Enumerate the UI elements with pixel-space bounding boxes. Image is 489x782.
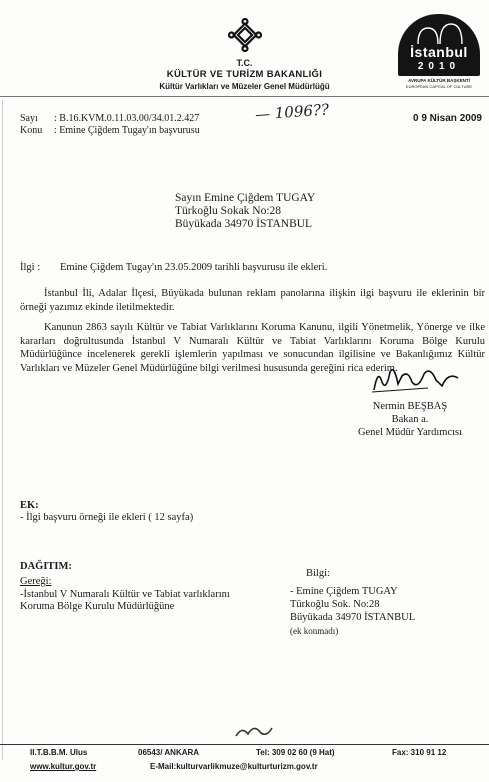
margin-line bbox=[2, 100, 3, 760]
bilgi-line-3: Büyükada 34970 İSTANBUL bbox=[290, 612, 416, 623]
footer-city: 06543/ ANKARA bbox=[138, 748, 200, 757]
ilgi-text: Emine Çiğdem Tugay'ın 23.05.2009 tarihli başvurusu ile ekleri. bbox=[60, 262, 328, 273]
document-date: 0 9 Nisan 2009 bbox=[413, 113, 482, 124]
signature-scribble-icon bbox=[368, 362, 464, 396]
header-divider bbox=[0, 96, 489, 97]
recipient-street: Türkoğlu Sokak No:28 bbox=[175, 205, 282, 217]
body-paragraph-1-text: İstanbul İli, Adalar İlçesi, Büyükada bulunan reklam panolarına ilişkin ilgi başvuru ile eklerinin bir örneği yazımız ekinde iletilmektedir. bbox=[20, 288, 485, 313]
recipient-name: Sayın Emine Çiğdem TUGAY bbox=[175, 192, 316, 204]
ek-label: EK: bbox=[20, 500, 39, 511]
footer-web-link[interactable]: www.kultur.gov.tr bbox=[30, 762, 97, 771]
footer-fax: Fax: 310 91 12 bbox=[392, 748, 447, 757]
body-paragraph-2-text: Kanunun 2863 sayılı Kültür ve Tabiat Varlıklarını Koruma Kanunu, ilgili Yönetmelik, Yönerge ve ilke kararları doğrultusunda İstanbul V Numaralı Kültür ve Tabiat Varlıklarını Koruma Bölge Kurulu Müdürlüğünce incelenerek gerekli işlemlerin yapılması ve sonucundan ilgilisine ve Bakanlığımız Kültür Varlıkları ve Müzeler Genel Müdürlüğüne bilgi verilmesi hususunda gereğini rica ederim. bbox=[20, 322, 485, 374]
logo-word: İstanbul bbox=[410, 44, 468, 60]
bilgi-line-1: - Emine Çiğdem TUGAY bbox=[290, 586, 398, 597]
sayi-label: Sayı bbox=[20, 113, 38, 124]
footer-tel: Tel: 309 02 60 (9 Hat) bbox=[256, 748, 335, 757]
logo-sub2: EUROPEAN CAPITAL OF CULTURE bbox=[405, 84, 473, 89]
header-directorate: Kültür Varlıkları ve Müzeler Genel Müdürlüğü bbox=[159, 82, 330, 91]
ink-mark-icon bbox=[234, 722, 274, 740]
bilgi-line-4: (ek konmadı) bbox=[290, 626, 339, 636]
signatory-title-2: Genel Müdür Yardımcısı bbox=[357, 427, 463, 438]
dagitim-label: DAĞITIM: bbox=[20, 561, 72, 572]
ministry-emblem-icon bbox=[228, 18, 262, 52]
bilgi-line-2: Türkoğlu Sok. No:28 bbox=[290, 599, 380, 610]
sayi-value: : B.16.KVM.0.11.03.00/34.01.2.427 bbox=[54, 113, 200, 124]
logo-domes-icon bbox=[414, 20, 464, 44]
signatory-name: Nermin BEŞBAŞ bbox=[372, 401, 448, 412]
header-tc: T.C. bbox=[236, 58, 253, 68]
ilgi-label: İlgi : bbox=[20, 262, 41, 273]
footer-address: II.T.B.B.M. Ulus bbox=[30, 748, 88, 757]
footer-divider bbox=[0, 744, 489, 745]
signatory-title-1: Bakan a. bbox=[391, 414, 429, 425]
istanbul-2010-logo bbox=[398, 14, 480, 90]
geregi-line-2: Koruma Bölge Kurulu Müdürlüğüne bbox=[20, 601, 175, 612]
logo-sub1: AVRUPA KÜLTÜR BAŞKENTİ bbox=[408, 78, 470, 83]
logo-year: 2010 bbox=[417, 61, 461, 72]
ek-item: - İlgi başvuru örneği ile ekleri ( 12 sayfa) bbox=[20, 512, 194, 523]
handwritten-number: — 1096?? bbox=[254, 100, 330, 124]
header-ministry: KÜLTÜR VE TURİZM BAKANLIĞI bbox=[166, 69, 323, 80]
body-paragraph-1 bbox=[20, 287, 485, 314]
konu-label: Konu bbox=[20, 125, 43, 136]
footer-email-link[interactable]: E-Mail:kulturvarlikmuze@kulturturizm.gov.tr bbox=[150, 762, 318, 771]
geregi-label: Gereği: bbox=[20, 576, 52, 587]
geregi-line-1: -İstanbul V Numaralı Kültür ve Tabiat varlıklarını bbox=[20, 589, 230, 600]
konu-value: : Emine Çiğdem Tugay'ın başvurusu bbox=[54, 125, 200, 136]
recipient-city: Büyükada 34970 İSTANBUL bbox=[175, 218, 313, 230]
bilgi-label: Bilgi: bbox=[306, 568, 330, 579]
